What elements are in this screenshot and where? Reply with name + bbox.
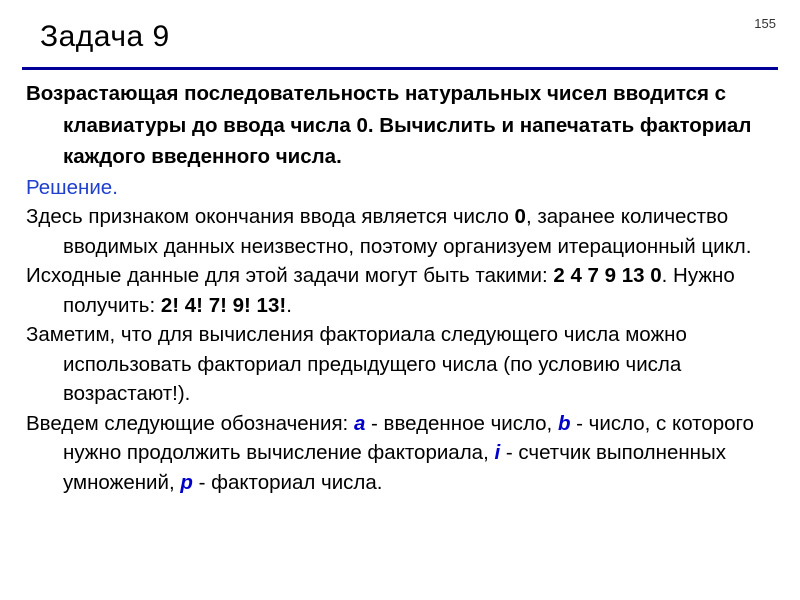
bold-value: 0	[514, 205, 526, 228]
text-segment: - счетчик выполненных умножений,	[63, 441, 726, 494]
text-segment: Введем следующие обозначения:	[26, 411, 354, 435]
text-segment: - факториал числа.	[192, 470, 383, 494]
title-divider	[22, 67, 778, 70]
text-segment: Исходные данные для этой задачи могут быть такими:	[26, 264, 554, 287]
variable-i: i	[494, 441, 501, 464]
page-number: 155	[754, 16, 776, 31]
bold-input-values: 2 4 7 9 13 0	[553, 264, 662, 287]
slide-title: Задача 9	[40, 20, 170, 53]
text-segment: - введенное число,	[365, 411, 558, 435]
text-segment: - число, с которого нужно продолжить вычисление факториала,	[63, 411, 754, 464]
slide-body	[26, 78, 776, 497]
variable-p: p	[180, 470, 193, 494]
text-segment: . Нужно получить:	[63, 264, 735, 317]
text-segment: , заранее количество вводимых данных неизвестно, поэтому организуем итерационный цикл.	[63, 205, 752, 258]
paragraph-notation	[26, 409, 776, 498]
variable-a: a	[353, 411, 366, 435]
paragraph-input-example	[26, 261, 776, 320]
paragraph-observation	[26, 320, 776, 409]
text-segment: Заметим, что для вычисления факториала следующего числа можно использовать факториал предыдущего числа (по условию числа возрастают!).	[26, 323, 687, 405]
variable-b: b	[557, 411, 571, 435]
paragraph-end-condition	[26, 202, 776, 261]
bold-output-values: 2! 4! 7! 9! 13!	[160, 293, 287, 317]
problem-statement: Возрастающая последовательность натуральных чисел вводится с клавиатуры до ввода числа 0. Вычислить и напечатать факториал каждого введенного числа.	[26, 82, 752, 168]
solution-label: Решение.	[26, 175, 118, 199]
text-segment: .	[286, 293, 292, 317]
text-segment: Здесь признаком окончания ввода является число	[26, 205, 515, 228]
